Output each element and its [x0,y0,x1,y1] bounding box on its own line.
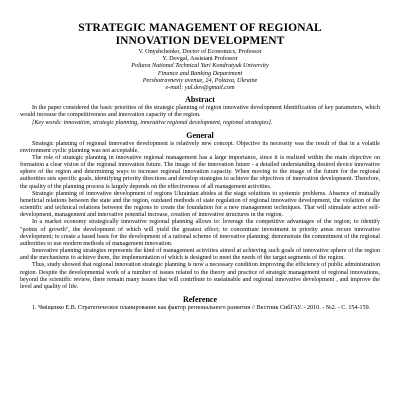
title-line-2: INNOVATION DEVELOPMENT [115,34,285,47]
body-paragraph: The role of strategic planning in innovative regional management has a large importance, since it is realized within the main objective on formation a clear vision of the regional innovation future. The image of the innovation future - a detailed understanding desired device innovative sphere of the region and determining ways to increase regional innovation capacity. When moving to the image of the future for the regional authorities sets specific goals, identifying priority directions and develop strategies to achieve the objectives of innovation development. Therefore, the quality of the planning process is largely depends on the effectiveness of all management activities. [20,155,380,190]
body-paragraph: Innovative planning strategies represents the kind of management activities aimed at achieving such goals of innovative sphere of the region and the mechanisms to achieve them, the implementation of which is designed to meet the needs of the target segments of the region. [20,248,380,262]
general-heading: General [186,130,214,140]
paper-page [20,22,380,312]
affiliation-department: Finance and Banking Department [157,69,243,77]
affiliation-email: e-mail: yul.dov@gmail.com [165,84,235,92]
abstract-heading: Abstract [185,95,215,105]
abstract-text: In the paper considered the basic priorities of the strategic planning of region innovative development Identification of key parameters, which would increase the competitiveness and innovation capacity of the region. [20,105,380,119]
body-paragraph: Thus, study showed that regional innovation strategic planning is now a necessary condition improving the efficiency of public administration region. Despite the developmental work of a number of issues related to the theory and practice of strategic management of regional innovations, beyond the scientific review, there remain many issues that will contribute to sustainable and regional innovative development , and improve the level and quality of life. [20,262,380,290]
reference-item: 1. Чміщенко Е.В. Стратегическое планирование как фактор регионального развития // Вестник СибГАУ. - 2010. - №2. - С. 154-159. [32,304,371,311]
affiliation-address: Pershotravneviy avenue, 24, Poltava, Ukraine [142,76,258,84]
author-1: V. Onyshchenko, Doctor of Economics, Professor [138,48,262,55]
affiliation-university: Poltava National Technical Yuri Kondratyuk University [131,62,269,70]
keywords: [Key words: innovation, strategic planning, innovative regional development, regional strategies]. [32,119,273,126]
paper-title [20,22,380,47]
body-paragraph: Strategic planning of regional innovative development is relatively new concept. Objective its necessity was the result of that in a volatile environment cyclic planning was not acceptable. [20,140,380,154]
body-paragraph: In a market economy strategically innovative regional planning allows to: leverage the competitive advantages of the region; to identify "points of growth", the development of which will yield the greatest effect; to concentrate investment in priority areas recurs innovative development; to create a based basis for the development of a rational scheme of innovative planning; demonstrate the commitment of the regional authorities to use modern methods of management innovation. [20,219,380,247]
author-2: Y. Dovgal, Assistant Professor [162,55,238,63]
title-line-1: STRATEGIC MANAGEMENT OF REGIONAL [78,22,322,34]
reference-heading: Reference [182,294,218,304]
reference-list [20,305,380,312]
body-paragraph: Strategic planning of innovative development of regions Ukrainian abides at the stage solutions to systemic problems. Absence of mutually beneficial relations between the state and the region, outdated methods of state regulation of regional innovative development, the violation of the scientific and technical relations between the regions to create the foundation for a new management techniques. That will stimulate active self-development, management and innovative potential increase, creation of innovative structures in the region. [20,190,380,219]
author-block [20,48,380,91]
